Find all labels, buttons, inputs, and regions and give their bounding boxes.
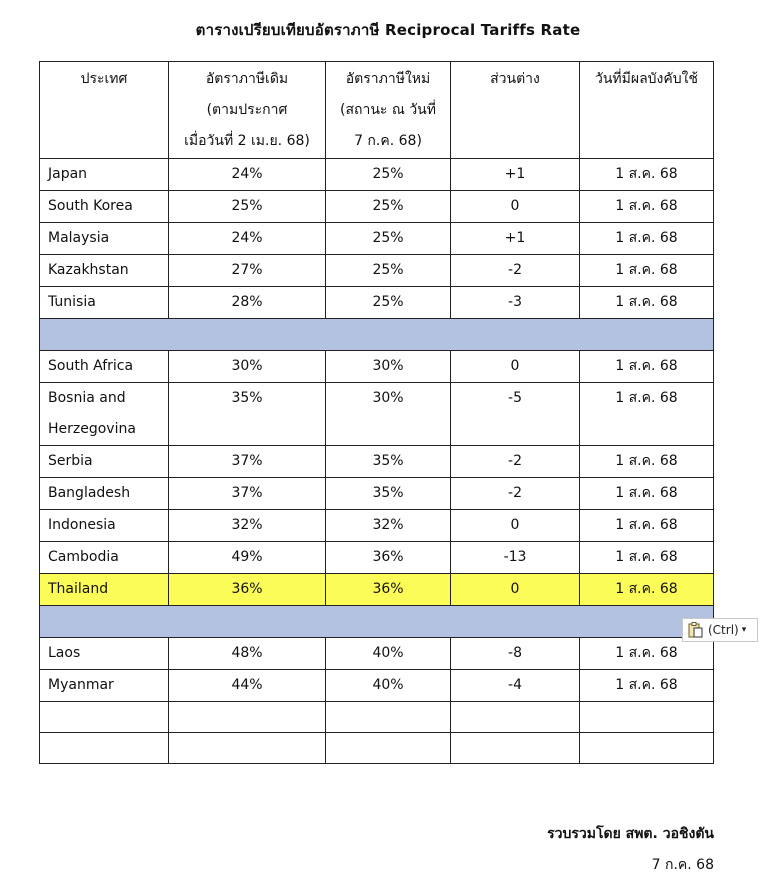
country-cell: Serbia (40, 446, 169, 478)
empty-cell (451, 702, 580, 733)
chevron-down-icon: ▾ (741, 625, 747, 635)
new-rate-cell: 25% (326, 159, 451, 191)
effective-date-cell: 1 ส.ค. 68 (580, 159, 714, 191)
empty-cell (40, 733, 169, 764)
effective-date-cell: 1 ส.ค. 68 (580, 542, 714, 574)
empty-cell (451, 733, 580, 764)
effective-date-cell: 1 ส.ค. 68 (580, 255, 714, 287)
compiled-by-text: รวบรวมโดย สพต. วอชิงตัน (547, 826, 714, 842)
old-rate-cell: 30% (169, 351, 326, 383)
difference-cell: -2 (451, 478, 580, 510)
difference-cell: -13 (451, 542, 580, 574)
country-line1: Bosnia and (48, 390, 126, 406)
empty-row (40, 733, 714, 764)
country-cell: Malaysia (40, 223, 169, 255)
difference-cell: -3 (451, 287, 580, 319)
difference-cell: 0 (451, 510, 580, 542)
country-cell: Laos (40, 638, 169, 670)
difference-cell: -8 (451, 638, 580, 670)
table-row-south-korea (40, 191, 714, 223)
country-cell (40, 383, 169, 446)
old-rate-cell: 49% (169, 542, 326, 574)
old-rate-cell: 25% (169, 191, 326, 223)
header-new-rate-line2: (สถานะ ณ วันที่ (340, 102, 436, 118)
footer-date: 7 ก.ค. 68 (651, 857, 714, 873)
country-cell: Kazakhstan (40, 255, 169, 287)
effective-date-cell: 1 ส.ค. 68 (580, 510, 714, 542)
table-row-myanmar (40, 670, 714, 702)
new-rate-cell: 25% (326, 287, 451, 319)
effective-date-cell: 1 ส.ค. 68 (580, 446, 714, 478)
effective-date-cell: 1 ส.ค. 68 (580, 351, 714, 383)
difference-cell: 0 (451, 574, 580, 606)
empty-cell (326, 702, 451, 733)
new-rate-cell: 32% (326, 510, 451, 542)
new-rate-cell: 30% (326, 351, 451, 383)
header-old-rate-line2: (ตามประกาศ (206, 102, 288, 118)
old-rate-cell: 24% (169, 159, 326, 191)
header-effective-date: วันที่มีผลบังคับใช้ (580, 62, 714, 159)
difference-cell: 0 (451, 191, 580, 223)
old-rate-cell: 24% (169, 223, 326, 255)
country-cell: Japan (40, 159, 169, 191)
table-row-tunisia (40, 287, 714, 319)
old-rate-cell: 32% (169, 510, 326, 542)
table-row-south-africa (40, 351, 714, 383)
old-rate-cell: 27% (169, 255, 326, 287)
effective-date-cell: 1 ส.ค. 68 (580, 574, 714, 606)
effective-date-cell: 1 ส.ค. 68 (580, 383, 714, 446)
new-rate-cell: 30% (326, 383, 451, 446)
empty-cell (40, 702, 169, 733)
group-separator-cell (40, 606, 714, 638)
document-title: ตารางเปรียบเทียบอัตราภาษี Reciprocal Tariffs Rate (195, 21, 581, 39)
effective-date-cell: 1 ส.ค. 68 (580, 287, 714, 319)
table-row-laos (40, 638, 714, 670)
old-rate-cell: 37% (169, 446, 326, 478)
difference-cell: 0 (451, 351, 580, 383)
new-rate-cell: 25% (326, 255, 451, 287)
new-rate-cell: 25% (326, 191, 451, 223)
header-difference: ส่วนต่าง (451, 62, 580, 159)
table-row-malaysia (40, 223, 714, 255)
difference-cell: -2 (451, 255, 580, 287)
new-rate-cell: 25% (326, 223, 451, 255)
country-cell: South Korea (40, 191, 169, 223)
difference-cell: -4 (451, 670, 580, 702)
difference-cell: -2 (451, 446, 580, 478)
country-cell: Myanmar (40, 670, 169, 702)
table-row-bosnia-and-herzegovina (40, 383, 714, 446)
table-row-serbia (40, 446, 714, 478)
new-rate-cell: 40% (326, 638, 451, 670)
difference-cell: -5 (451, 383, 580, 446)
new-rate-cell: 40% (326, 670, 451, 702)
header-old-rate-line1: อัตราภาษีเดิม (205, 71, 289, 87)
new-rate-cell: 35% (326, 478, 451, 510)
table-row-kazakhstan (40, 255, 714, 287)
empty-cell (169, 733, 326, 764)
effective-date-cell: 1 ส.ค. 68 (580, 670, 714, 702)
country-cell: Indonesia (40, 510, 169, 542)
empty-cell (580, 733, 714, 764)
empty-cell (326, 733, 451, 764)
country-cell: South Africa (40, 351, 169, 383)
header-new-rate-line1: อัตราภาษีใหม่ (345, 71, 431, 87)
new-rate-cell: 36% (326, 542, 451, 574)
empty-cell (580, 702, 714, 733)
difference-cell: +1 (451, 223, 580, 255)
country-cell: Thailand (40, 574, 169, 606)
table-row-japan (40, 159, 714, 191)
table-row-cambodia (40, 542, 714, 574)
header-country: ประเทศ (40, 62, 169, 159)
group-separator-cell (40, 319, 714, 351)
header-new-rate (326, 62, 451, 159)
new-rate-cell: 36% (326, 574, 451, 606)
table-row-indonesia (40, 510, 714, 542)
tariff-comparison-table (39, 61, 714, 764)
difference-cell: +1 (451, 159, 580, 191)
empty-row (40, 702, 714, 733)
effective-date-cell: 1 ส.ค. 68 (580, 638, 714, 670)
old-rate-cell: 28% (169, 287, 326, 319)
country-line2: Herzegovina (48, 421, 136, 437)
paste-options-label: (Ctrl) (708, 623, 739, 637)
header-old-rate (169, 62, 326, 159)
old-rate-cell: 35% (169, 383, 326, 446)
group-separator-row (40, 606, 714, 638)
new-rate-cell: 35% (326, 446, 451, 478)
table-row-bangladesh (40, 478, 714, 510)
table-header-row (40, 62, 714, 159)
group-separator-row (40, 319, 714, 351)
header-new-rate-line3: 7 ก.ค. 68) (354, 133, 422, 149)
clipboard-icon (687, 621, 705, 639)
old-rate-cell: 44% (169, 670, 326, 702)
old-rate-cell: 37% (169, 478, 326, 510)
header-old-rate-line3: เมื่อวันที่ 2 เม.ย. 68) (184, 133, 310, 149)
effective-date-cell: 1 ส.ค. 68 (580, 191, 714, 223)
old-rate-cell: 48% (169, 638, 326, 670)
effective-date-cell: 1 ส.ค. 68 (580, 223, 714, 255)
empty-cell (169, 702, 326, 733)
country-cell: Bangladesh (40, 478, 169, 510)
country-cell: Tunisia (40, 287, 169, 319)
paste-options-button[interactable] (682, 618, 758, 642)
effective-date-cell: 1 ส.ค. 68 (580, 478, 714, 510)
country-cell: Cambodia (40, 542, 169, 574)
old-rate-cell: 36% (169, 574, 326, 606)
table-row-thailand-highlighted (40, 574, 714, 606)
